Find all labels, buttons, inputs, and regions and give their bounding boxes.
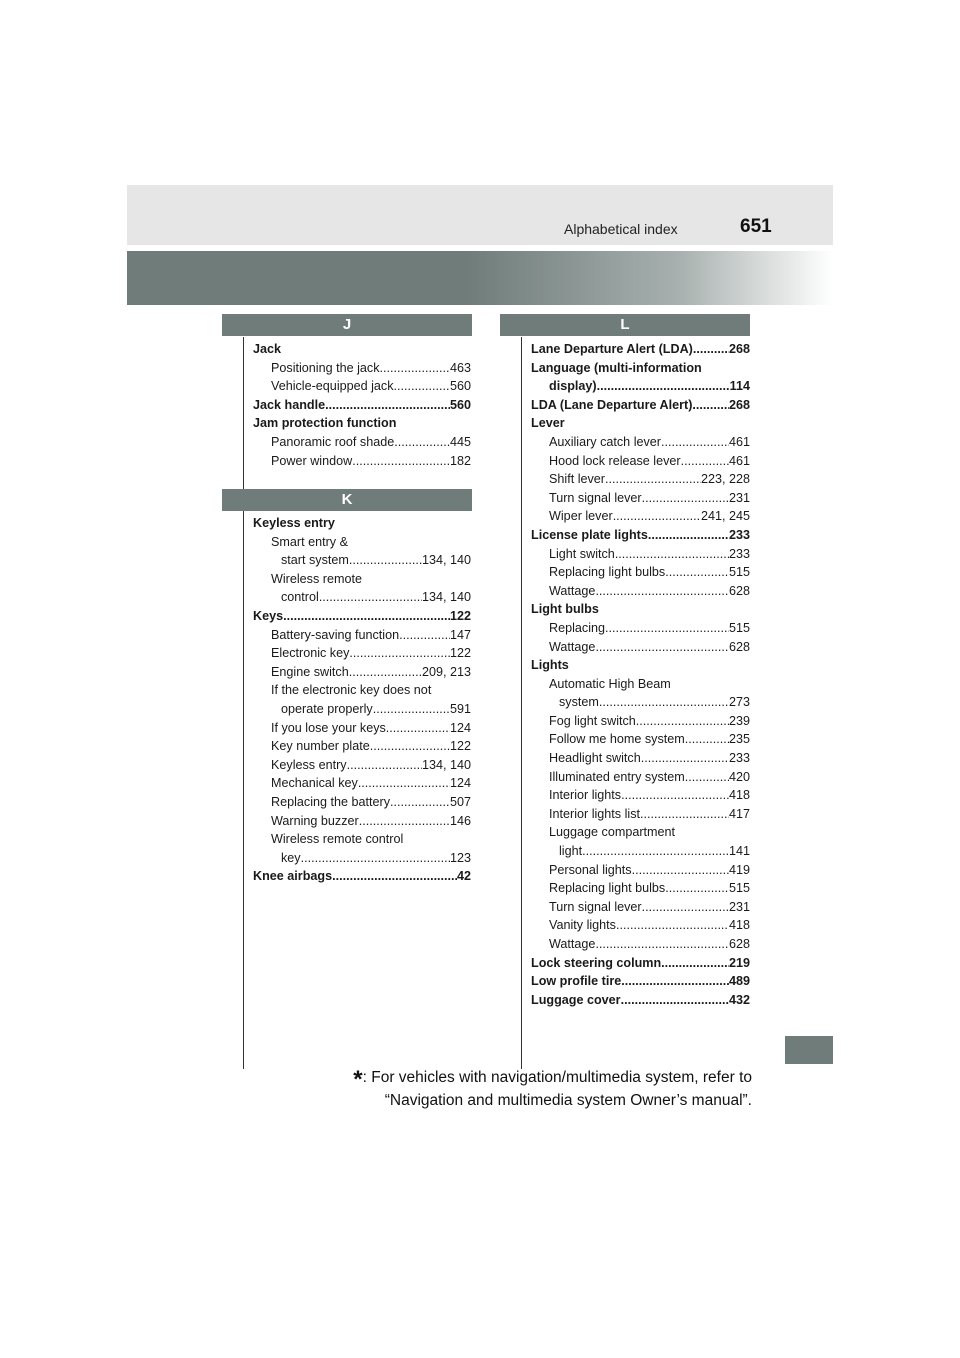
index-entry-text: Light bulbs: [531, 602, 599, 617]
leader-dots: [621, 786, 729, 805]
index-entry-text: Lock steering column: [531, 955, 662, 970]
index-entry: [253, 663, 471, 682]
leader-dots: [641, 749, 729, 768]
leader-dots: [390, 793, 450, 812]
index-entry: [253, 774, 471, 793]
index-entry: [531, 935, 750, 954]
index-entry-page: 515: [728, 565, 750, 580]
decorative-banner: [127, 251, 833, 305]
index-entry: [253, 681, 471, 700]
index-entry: [531, 991, 750, 1010]
index-entry: [531, 675, 750, 694]
section-header-j: J: [222, 314, 472, 336]
leader-dots: [595, 638, 729, 657]
leader-dots: [283, 607, 450, 626]
index-entry-text: Interior lights list: [549, 806, 640, 821]
index-entry: [531, 396, 750, 415]
index-entry: [531, 730, 750, 749]
index-entry: [253, 396, 471, 415]
index-entry: [531, 433, 750, 452]
index-entry-text: Keys: [253, 608, 284, 623]
leader-dots: [370, 737, 450, 756]
footnote: [300, 1067, 752, 1111]
index-entry-page: 182: [449, 453, 471, 468]
index-entry: [253, 812, 471, 831]
leader-dots: [394, 377, 450, 396]
index-entry: [531, 340, 750, 359]
index-entry-text: Shift lever: [549, 472, 605, 487]
section-header-k: K: [222, 489, 472, 511]
index-entry: [531, 693, 750, 712]
index-entry: [253, 588, 471, 607]
index-entry-page: 418: [728, 918, 750, 933]
index-entry-page: 273: [728, 695, 750, 710]
index-entry-page: 463: [449, 360, 471, 375]
index-entry: [253, 830, 471, 849]
index-entry-text: Wireless remote: [271, 571, 362, 586]
leader-dots: [640, 805, 729, 824]
leader-dots: [632, 861, 729, 880]
index-entry: [531, 619, 750, 638]
leader-dots: [621, 991, 729, 1010]
index-entry-page: 268: [728, 342, 750, 356]
index-entry: [531, 377, 750, 396]
leader-dots: [621, 972, 729, 991]
index-entry: [253, 359, 471, 378]
index-entry-text: Luggage cover: [531, 992, 621, 1007]
leader-dots: [597, 377, 730, 396]
index-entry: [253, 414, 471, 433]
leader-dots: [615, 545, 729, 564]
page-title: Alphabetical index: [564, 221, 678, 237]
leader-dots: [582, 842, 729, 861]
index-entry-page: 219: [728, 955, 750, 970]
footnote-line-1: : For vehicles with navigation/multimedia system, refer to: [362, 1069, 752, 1086]
index-entry-page: 432: [728, 992, 750, 1007]
index-entry-page: 134, 140: [421, 757, 471, 772]
footnote-line-2: “Navigation and multimedia system Owner’s manual”.: [384, 1092, 752, 1109]
index-entry: [253, 849, 471, 868]
index-entry-text: Jack: [253, 342, 282, 356]
index-entry-text: Wireless remote control: [271, 832, 404, 847]
leader-dots: [399, 626, 450, 645]
leader-dots: [599, 693, 729, 712]
leader-dots: [605, 619, 729, 638]
index-entry: [531, 414, 750, 433]
index-entry-text: Fog light switch: [549, 713, 636, 728]
leader-dots: [386, 719, 450, 738]
leader-dots: [349, 644, 450, 663]
index-entry-text: Keyless entry: [271, 757, 347, 772]
index-entry: [253, 737, 471, 756]
index-entry: [531, 916, 750, 935]
index-entry: [253, 700, 471, 719]
index-entry-text: Keyless entry: [253, 516, 335, 530]
index-entry-page: 122: [449, 739, 471, 754]
index-entry-page: 122: [449, 608, 471, 623]
index-entry-page: 507: [449, 794, 471, 809]
index-entry: [253, 551, 471, 570]
index-entry-page: 417: [728, 806, 750, 821]
leader-dots: [605, 470, 701, 489]
index-entry: [531, 507, 750, 526]
index-entry: [531, 489, 750, 508]
index-entry-text: light: [559, 844, 583, 859]
leader-dots: [301, 849, 450, 868]
index-entry: [531, 954, 750, 973]
index-entry-text: Wattage: [549, 639, 596, 654]
index-entry: [253, 433, 471, 452]
index-entry-page: 628: [728, 639, 750, 654]
header-band: [127, 185, 833, 245]
index-entry-text: If the electronic key does not: [271, 683, 432, 698]
index-entry: [531, 861, 750, 880]
leader-dots: [693, 340, 729, 359]
index-entry: [531, 898, 750, 917]
leader-dots: [394, 433, 450, 452]
index-entry-page: 231: [728, 490, 750, 505]
index-entry-page: 233: [728, 546, 750, 561]
leader-dots: [595, 935, 729, 954]
index-entry: [253, 570, 471, 589]
index-entry-page: 628: [728, 583, 750, 598]
page-number: 651: [740, 216, 772, 237]
index-entry-page: 515: [728, 620, 750, 635]
index-entry: [253, 533, 471, 552]
index-entry-text: Power window: [271, 453, 353, 468]
index-entry-text: Personal lights: [549, 862, 632, 877]
index-entry-page: 461: [728, 434, 750, 449]
index-entry-text: Replacing: [549, 620, 606, 635]
leader-dots: [359, 812, 450, 831]
index-entry-text: Knee airbags: [253, 869, 333, 884]
index-entry-page: 233: [728, 751, 750, 766]
index-entry: [253, 452, 471, 471]
leader-dots: [595, 582, 729, 601]
index-entry-text: Engine switch: [271, 664, 349, 679]
index-entry: [531, 582, 750, 601]
index-entry: [531, 656, 750, 675]
index-entry-text: Lane Departure Alert (LDA): [531, 342, 693, 356]
index-entry-text: Language (multi-information: [531, 360, 702, 375]
index-entry-text: system: [559, 695, 599, 710]
index-entry-page: 591: [449, 701, 471, 716]
column-rule-right: [521, 337, 522, 1069]
index-entry-page: 141: [728, 844, 750, 859]
index-entry-text: If you lose your keys: [271, 720, 386, 735]
index-entry-text: Replacing light bulbs: [549, 565, 666, 580]
index-entry-page: 235: [728, 732, 750, 747]
index-entry-text: Positioning the jack: [271, 360, 380, 375]
index-entry-text: Warning buzzer: [271, 813, 359, 828]
leader-dots: [642, 489, 729, 508]
index-entry-text: Automatic High Beam: [549, 676, 671, 691]
index-entry: [531, 749, 750, 768]
index-entry-page: 418: [728, 788, 750, 803]
index-entry-text: Lever: [531, 416, 565, 431]
index-entry-page: 123: [449, 850, 471, 865]
leader-dots: [616, 916, 729, 935]
index-entry-page: 209, 213: [421, 664, 471, 679]
index-entry-page: 560: [449, 397, 471, 412]
index-entry-page: 147: [449, 627, 471, 642]
index-entry: [253, 644, 471, 663]
index-entry-text: Hood lock release lever: [549, 453, 681, 468]
index-entry-text: Headlight switch: [549, 751, 641, 766]
index-entry-text: Key number plate: [271, 739, 370, 754]
index-entry-page: 146: [449, 813, 471, 828]
index-entry-text: Turn signal lever: [549, 899, 642, 914]
index-entry-page: 233: [728, 527, 750, 542]
index-entry-text: Vehicle-equipped jack: [271, 379, 394, 394]
leader-dots: [380, 359, 450, 378]
index-entry-text: Electronic key: [271, 646, 350, 661]
index-entry-text: Smart entry &: [271, 534, 348, 549]
index-entry-page: 239: [728, 713, 750, 728]
index-entry: [253, 607, 471, 626]
index-entry-text: control: [281, 590, 319, 605]
index-entry-text: License plate lights: [531, 527, 648, 542]
leader-dots: [685, 730, 729, 749]
leader-dots: [665, 879, 729, 898]
index-entry-text: Turn signal lever: [549, 490, 642, 505]
index-entry-text: Lights: [531, 658, 569, 673]
index-entry: [253, 340, 471, 359]
index-entry: [253, 756, 471, 775]
index-entry-page: 420: [728, 769, 750, 784]
index-entry-page: 419: [728, 862, 750, 877]
index-entry: [531, 470, 750, 489]
index-entry-page: 124: [449, 720, 471, 735]
leader-dots: [352, 452, 450, 471]
column-rule-left: [243, 337, 244, 1069]
index-entry-page: 134, 140: [421, 590, 471, 605]
index-entry-page: 124: [449, 776, 471, 791]
leader-dots: [373, 700, 450, 719]
index-entry-page: 114: [729, 379, 750, 394]
index-entry: [253, 867, 471, 886]
index-entry-text: Wattage: [549, 583, 596, 598]
index-entry-text: Vanity lights: [549, 918, 616, 933]
index-entry: [531, 879, 750, 898]
index-entry-text: Replacing light bulbs: [549, 881, 666, 896]
index-entry-text: Illuminated entry system: [549, 769, 685, 784]
index-entry-page: 461: [728, 453, 750, 468]
index-entry-text: start system: [281, 553, 349, 568]
index-entry-page: 515: [728, 881, 750, 896]
index-entry: [253, 626, 471, 645]
leader-dots: [349, 663, 422, 682]
leader-dots: [332, 867, 457, 886]
index-entry-page: 628: [728, 937, 750, 951]
index-entry-page: 122: [449, 646, 471, 661]
leader-dots: [636, 712, 729, 731]
leader-dots: [349, 551, 422, 570]
leader-dots: [661, 954, 729, 973]
index-entry-page: 42: [456, 869, 471, 884]
index-entry-text: Battery-saving function: [271, 627, 400, 642]
index-entry-text: Auxiliary catch lever: [549, 434, 661, 449]
index-entry: [531, 842, 750, 861]
index-entry: [531, 712, 750, 731]
index-entry: [531, 638, 750, 657]
index-list-j: [253, 340, 471, 470]
index-entry-page: 489: [728, 974, 750, 989]
index-entry-text: key: [281, 850, 301, 865]
leader-dots: [319, 588, 422, 607]
index-entry-text: Wiper lever: [549, 509, 613, 524]
index-entry: [531, 786, 750, 805]
index-entry-text: Follow me home system: [549, 732, 685, 747]
index-entry-page: 134, 140: [421, 553, 471, 568]
index-entry-page: 445: [449, 434, 471, 449]
leader-dots: [613, 507, 701, 526]
footnote-marker: *: [353, 1066, 363, 1093]
index-entry-text: Interior lights: [549, 788, 622, 803]
index-entry-text: Jack handle: [253, 397, 326, 412]
leader-dots: [648, 526, 729, 545]
index-entry-page: 223, 228: [700, 472, 750, 487]
index-entry-text: Luggage compartment: [549, 825, 676, 840]
index-entry: [531, 452, 750, 471]
index-entry: [531, 823, 750, 842]
index-entry-text: Replacing the battery: [271, 794, 391, 809]
index-entry: [253, 377, 471, 396]
index-entry-text: display): [549, 379, 597, 394]
index-entry-text: Jam protection function: [253, 416, 397, 431]
leader-dots: [642, 898, 729, 917]
index-entry: [253, 793, 471, 812]
leader-dots: [325, 396, 450, 415]
index-entry: [531, 805, 750, 824]
index-entry: [531, 972, 750, 991]
index-entry-text: Wattage: [549, 937, 596, 951]
index-entry-text: LDA (Lane Departure Alert): [531, 397, 693, 412]
index-entry: [531, 563, 750, 582]
index-entry: [531, 768, 750, 787]
leader-dots: [661, 433, 729, 452]
index-entry: [531, 526, 750, 545]
index-list-l: [531, 340, 750, 1009]
index-entry-page: 560: [449, 379, 471, 394]
chapter-thumb-tab: [785, 1036, 833, 1064]
index-entry-page: 231: [728, 899, 750, 914]
leader-dots: [347, 756, 422, 775]
index-entry-text: Mechanical key: [271, 776, 358, 791]
index-entry: [531, 600, 750, 619]
index-entry: [531, 359, 750, 378]
index-entry: [253, 514, 471, 533]
index-entry: [253, 719, 471, 738]
leader-dots: [358, 774, 450, 793]
leader-dots: [685, 768, 729, 787]
index-entry-page: 241, 245: [700, 509, 750, 524]
index-list-k: [253, 514, 471, 886]
section-header-l: L: [500, 314, 750, 336]
index-entry-text: Light switch: [549, 546, 615, 561]
index-entry: [531, 545, 750, 564]
leader-dots: [665, 563, 729, 582]
index-entry-page: 268: [728, 397, 750, 412]
index-entry-text: Low profile tire: [531, 974, 622, 989]
leader-dots: [681, 452, 729, 471]
leader-dots: [692, 396, 729, 415]
index-entry-text: Panoramic roof shade: [271, 434, 395, 449]
index-entry-text: operate properly: [281, 701, 373, 716]
